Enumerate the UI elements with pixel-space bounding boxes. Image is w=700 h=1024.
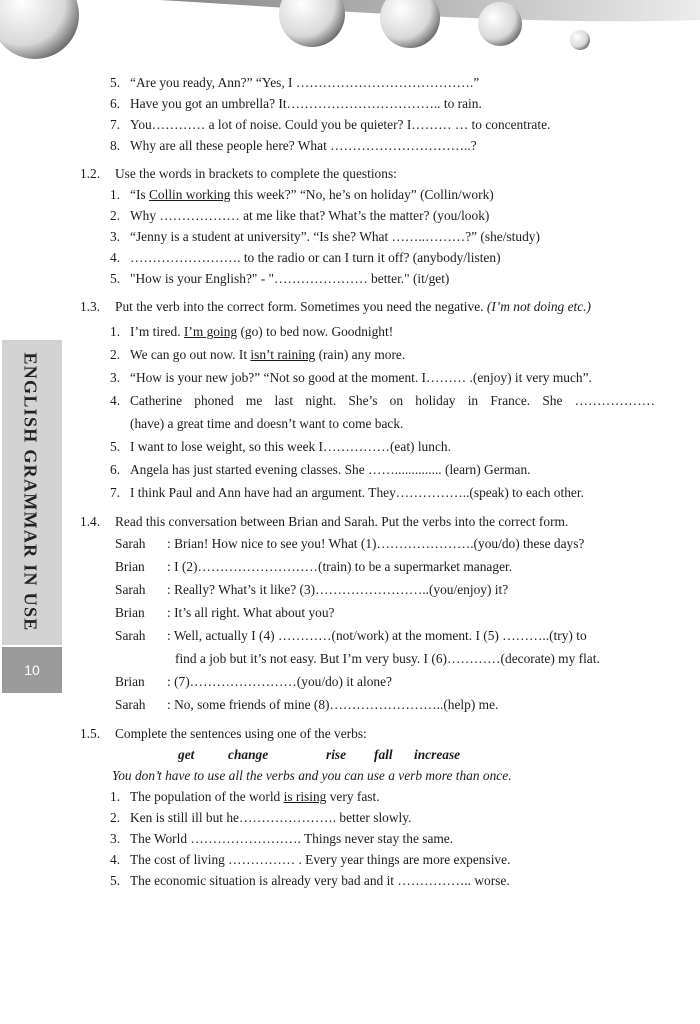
sphere-decoration	[570, 30, 590, 50]
sphere-decoration	[380, 0, 440, 48]
speaker-name: Sarah	[115, 582, 146, 597]
exercise-heading: 1.4. Read this conversation between Brian and Sarah. Put the verbs into the correct form.	[80, 514, 569, 529]
exercise-item: 3. “How is your new job?” “Not so good at the moment. I……… .(enjoy) it very much”.	[110, 370, 592, 385]
speaker-name: Brian	[115, 674, 145, 689]
instruction-text: You don’t have to use all the verbs and you can use a verb more than once.	[112, 768, 512, 783]
book-title-vertical: ENGLISH GRAMMAR IN USE	[20, 352, 41, 632]
verb-option: fall	[374, 747, 393, 762]
example-answer: is rising	[283, 789, 327, 804]
dialogue-line: Sarah : Well, actually I (4) …………(not/work) at the moment. I (5) ………..(try) to	[80, 624, 655, 647]
exercise-content	[80, 72, 655, 891]
exercise-item: 4. The cost of living …………… . Every year things are more expensive.	[110, 852, 511, 867]
verb-option: get	[178, 747, 195, 762]
exercise-heading: 1.5. Complete the sentences using one of the verbs:	[80, 726, 367, 741]
exercise-item: 5. I want to lose weight, so this week I……………(eat) lunch.	[110, 439, 451, 454]
exercise-item: 3. The World ……………………. Things never stay the same.	[110, 831, 454, 846]
speaker-name: Brian	[115, 605, 145, 620]
exercise-item: 1. I’m tired. I’m going (go) to bed now. Goodnight!	[110, 324, 394, 339]
speaker-name: Sarah	[115, 536, 146, 551]
sphere-decoration	[279, 0, 345, 47]
dialogue-line: Sarah : Brian! How nice to see you! What (1)………………….(you/do) these days?	[80, 532, 655, 555]
verb-option: increase	[414, 747, 461, 762]
speaker-name: Sarah	[115, 628, 146, 643]
speaker-name: Sarah	[115, 697, 146, 712]
exercise-item: 2. Ken is still ill but he…………………. better slowly.	[110, 810, 412, 825]
exercise-item: 2. We can go out now. It isn’t raining (rain) any more.	[110, 347, 406, 362]
example-answer: Collin working	[148, 187, 231, 202]
exercise-item: 6. Angela has just started evening classes. She …….............. (learn) German.	[110, 462, 531, 477]
exercise-item: 5. "How is your English?" - "………………… better." (it/get)	[110, 271, 450, 286]
exercise-item: 6. Have you got an umbrella? It…………………………….. to rain.	[110, 96, 482, 111]
exercise-item-continued: (have) a great time and doesn’t want to come back.	[130, 416, 404, 431]
dialogue-line: Brian : (7)……………………(you/do) it alone?	[80, 670, 655, 693]
page-number: 10	[2, 647, 62, 693]
dialogue-line: Sarah : Really? What’s it like? (3)……………………..(you/enjoy) it?	[80, 578, 655, 601]
header-decoration	[0, 0, 700, 62]
sphere-decoration	[0, 0, 79, 59]
verb-list	[80, 744, 655, 765]
speaker-name: Brian	[115, 559, 145, 574]
exercise-item: 1. “Is Collin working this week?” “No, he’s on holiday” (Collin/work)	[110, 187, 494, 202]
exercise-item: 1. The population of the world is rising very fast.	[110, 789, 380, 804]
verb-option: rise	[326, 747, 347, 762]
exercise-heading: 1.3. Put the verb into the correct form. Sometimes you need the negative. (I’m not doing etc.)	[80, 299, 591, 314]
exercise-item: 4. ……………………. to the radio or can I turn it off? (anybody/listen)	[110, 250, 501, 265]
exercise-heading: 1.2. Use the words in brackets to complete the questions:	[80, 166, 397, 181]
verb-option: change	[228, 747, 269, 762]
exercise-item: 7. I think Paul and Ann have had an argument. They……………..(speak) to each other.	[110, 485, 584, 500]
exercise-item: 3. “Jenny is a student at university”. “Is she? What ……..………?” (she/study)	[110, 229, 540, 244]
exercise-item: 7. You………… a lot of noise. Could you be quieter? I……… … to concentrate.	[110, 117, 551, 132]
exercise-item: 2. Why ……………… at me like that? What’s the matter? (you/look)	[110, 208, 490, 223]
exercise-item: 4. Catherine phoned me last night. She’s on holiday in France. She ………………	[110, 393, 655, 408]
sphere-decoration	[478, 2, 522, 46]
dialogue-line: Brian : It’s all right. What about you?	[80, 601, 655, 624]
exercise-item: 5. The economic situation is already very bad and it …………….. worse.	[110, 873, 510, 888]
dialogue-line: Brian : I (2)………………………(train) to be a supermarket manager.	[80, 555, 655, 578]
example-answer: isn’t raining	[250, 347, 316, 362]
exercise-item: 8. Why are all these people here? What …………………………..?	[110, 138, 477, 153]
example-answer: I’m going	[183, 324, 238, 339]
dialogue-line-continued: find a job but it’s not easy. But I’m very busy. I (6)…………(decorate) my flat.	[175, 651, 600, 666]
dialogue-line: Sarah : No, some friends of mine (8)……………………..(help) me.	[80, 693, 655, 716]
exercise-item: 5. “Are you ready, Ann?” “Yes, I ………………………………….”	[110, 75, 480, 90]
